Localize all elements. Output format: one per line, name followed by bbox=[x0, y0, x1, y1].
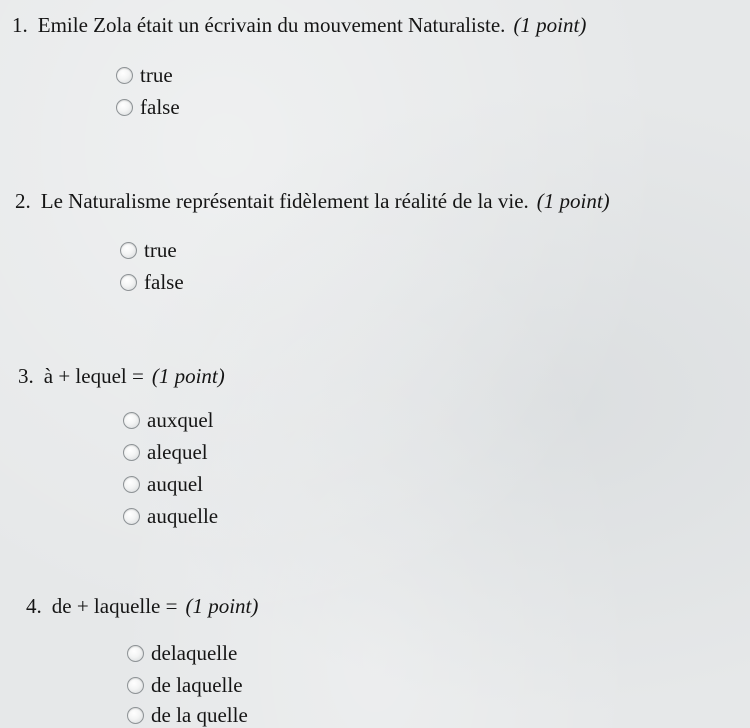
answer-option-label: auxquel bbox=[147, 408, 214, 432]
radio-button-icon[interactable] bbox=[127, 707, 144, 724]
answer-option-label: auquel bbox=[147, 472, 203, 496]
question-number: 1. bbox=[12, 13, 28, 37]
answer-option-label: de la quelle bbox=[151, 703, 248, 727]
answer-option-false[interactable] bbox=[120, 269, 184, 295]
radio-button-icon[interactable] bbox=[120, 242, 137, 259]
answer-option-label: false bbox=[144, 270, 184, 294]
radio-button-icon[interactable] bbox=[127, 645, 144, 662]
question-text: Le Naturalisme représentait fidèlement la réalité de la vie. bbox=[40, 189, 529, 213]
answer-option-true[interactable] bbox=[120, 237, 177, 263]
answer-option-de-laquelle[interactable] bbox=[127, 672, 243, 698]
answer-option-auquelle[interactable] bbox=[123, 503, 218, 529]
answer-option-de-la-quelle[interactable] bbox=[127, 702, 248, 728]
answer-option-auquel[interactable] bbox=[123, 471, 203, 497]
answer-option-label: false bbox=[140, 95, 180, 119]
answer-option-delaquelle[interactable] bbox=[127, 640, 237, 666]
question-points: (1 point) bbox=[513, 13, 587, 37]
question-2-prompt bbox=[15, 188, 610, 214]
question-points: (1 point) bbox=[151, 364, 225, 388]
question-points: (1 point) bbox=[185, 594, 259, 618]
question-3-prompt bbox=[18, 363, 225, 389]
answer-option-label: delaquelle bbox=[151, 641, 238, 665]
question-4-prompt bbox=[26, 593, 258, 619]
radio-button-icon[interactable] bbox=[123, 444, 140, 461]
question-number: 2. bbox=[15, 189, 31, 213]
answer-option-alequel[interactable] bbox=[123, 439, 208, 465]
answer-option-label: true bbox=[140, 63, 173, 87]
answer-option-label: de laquelle bbox=[151, 673, 243, 697]
question-number: 3. bbox=[18, 364, 34, 388]
question-points: (1 point) bbox=[536, 189, 610, 213]
answer-option-auxquel[interactable] bbox=[123, 407, 213, 433]
question-1-prompt bbox=[12, 12, 586, 38]
radio-button-icon[interactable] bbox=[127, 677, 144, 694]
question-text: à + lequel = bbox=[43, 364, 144, 388]
radio-button-icon[interactable] bbox=[123, 412, 140, 429]
question-text: Emile Zola était un écrivain du mouvement Naturaliste. bbox=[37, 13, 506, 37]
question-number: 4. bbox=[26, 594, 42, 618]
radio-button-icon[interactable] bbox=[123, 476, 140, 493]
radio-button-icon[interactable] bbox=[120, 274, 137, 291]
radio-button-icon[interactable] bbox=[116, 67, 133, 84]
radio-button-icon[interactable] bbox=[123, 508, 140, 525]
answer-option-label: auquelle bbox=[147, 504, 219, 528]
question-text: de + laquelle = bbox=[51, 594, 178, 618]
radio-button-icon[interactable] bbox=[116, 99, 133, 116]
answer-option-false[interactable] bbox=[116, 94, 180, 120]
answer-option-true[interactable] bbox=[116, 62, 173, 88]
answer-option-label: true bbox=[144, 238, 177, 262]
answer-option-label: alequel bbox=[147, 440, 208, 464]
